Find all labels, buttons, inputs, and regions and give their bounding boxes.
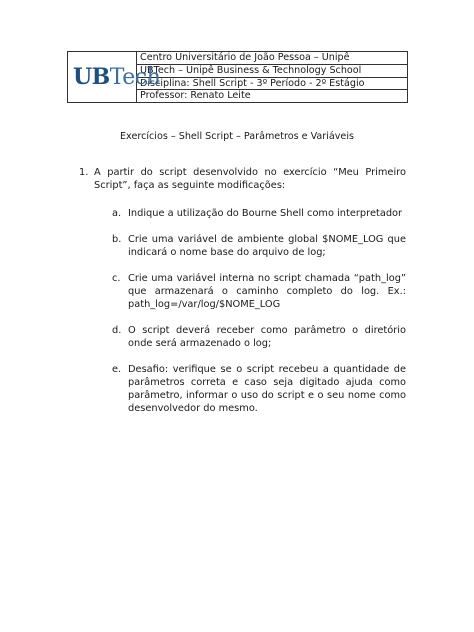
professor-name: Professor: Renato Leite bbox=[140, 90, 251, 102]
subitem-d bbox=[112, 324, 406, 350]
exercise-text: A partir do script desenvolvido no exercício “Meu Primeiro Script”, faça as seguinte modificações: bbox=[94, 167, 406, 191]
subitem-a bbox=[112, 207, 406, 220]
subitem-letter: e. bbox=[112, 364, 122, 375]
subitem-b bbox=[112, 233, 406, 259]
subitem-text: O script deverá receber como parâmetro o diretório onde será armazenado o log; bbox=[128, 325, 406, 349]
school-name: UBTech – Unipê Business & Technology School bbox=[137, 64, 407, 77]
subitem-c bbox=[112, 272, 406, 311]
subitem-letter: b. bbox=[112, 234, 122, 245]
subitem-letter: d. bbox=[112, 325, 122, 336]
institution-name: Centro Universitário de João Pessoa – Unipê bbox=[140, 52, 350, 63]
exercise-number: 1. bbox=[79, 167, 89, 178]
header-info bbox=[137, 52, 407, 102]
subitem-e bbox=[112, 363, 406, 415]
course-info: Disciplina: Shell Script - 3º Período - 2º Estágio bbox=[137, 77, 407, 91]
exercise-item bbox=[79, 166, 406, 192]
subitem-text: Desafio: verifique se o script recebeu a quantidade de parâmetros correta e caso seja digitado ajuda como parâmetro, informar o uso do script e o seu nome como desenvolvedor do mesmo. bbox=[128, 364, 406, 414]
logo-cell bbox=[68, 52, 161, 102]
subitem-text: Crie uma variável interna no script chamada “path_log” que armazenará o caminho completo do log. Ex.: path_log=/var/log/$NOME_LOG bbox=[128, 273, 406, 310]
subitem-letter: a. bbox=[112, 208, 122, 219]
exercise-subitems bbox=[112, 207, 406, 415]
subitem-letter: c. bbox=[112, 273, 121, 284]
header-table bbox=[67, 51, 408, 103]
document-title: Exercícios – Shell Script – Parâmetros e Variáveis bbox=[120, 131, 354, 142]
subitem-text: Crie uma variável de ambiente global $NOME_LOG que indicará o nome base do arquivo de log; bbox=[128, 234, 406, 258]
subitem-text: Indique a utilização do Bourne Shell como interpretador bbox=[128, 208, 403, 219]
exercise-list bbox=[79, 166, 406, 428]
ubtech-logo bbox=[73, 65, 160, 90]
logo-ub: UB bbox=[73, 64, 110, 90]
logo-tech: Tech bbox=[109, 65, 161, 90]
